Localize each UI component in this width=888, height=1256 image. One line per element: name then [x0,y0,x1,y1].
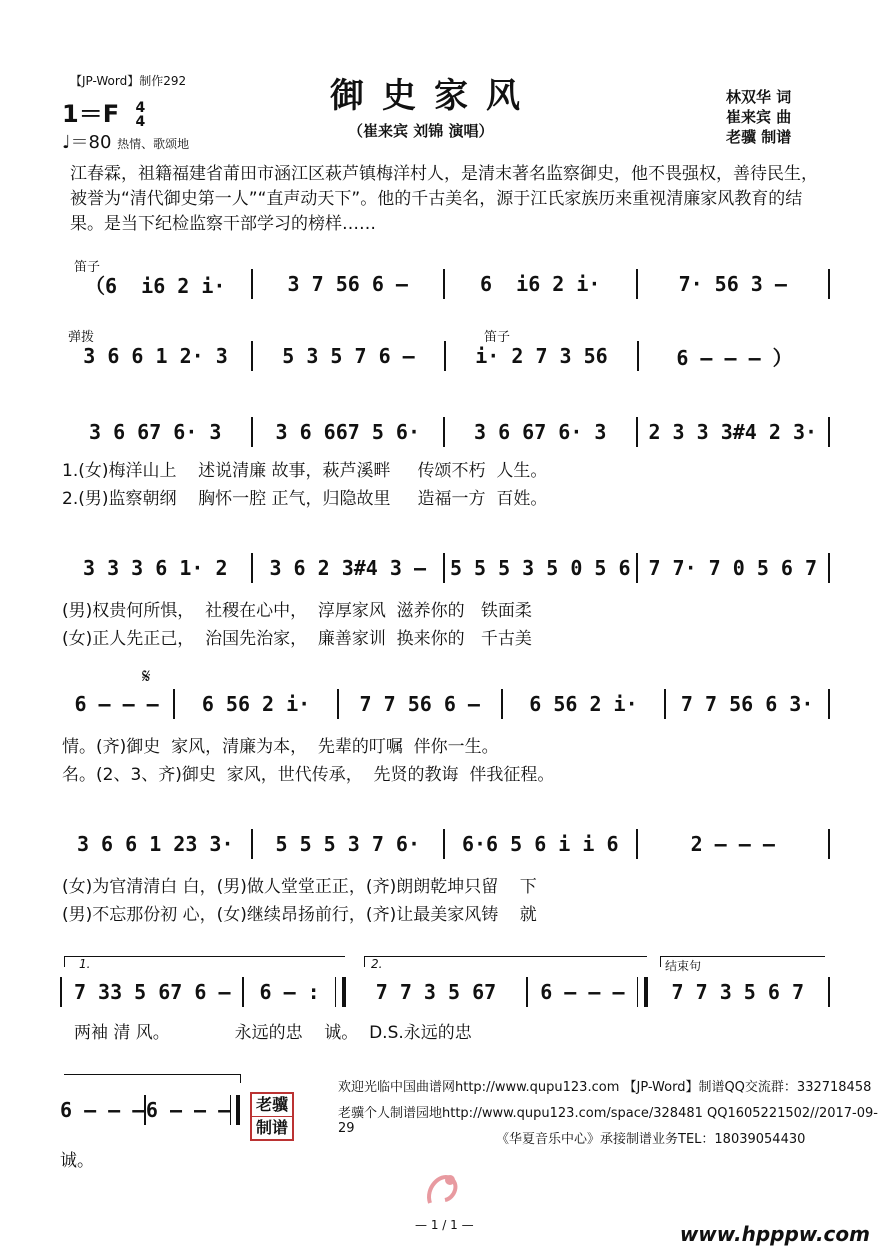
measure: 3 6 67 6· 3 [89,420,222,444]
score-line-4 [60,550,830,650]
lyricist: 林双华 词 [726,88,792,106]
measure: 2 3 3 3#4 2 3· [648,420,818,444]
flute2-label: 笛子 [484,330,511,345]
measure: 3 3 3 6 1· 2 [83,556,228,580]
site-logo-icon [420,1168,470,1208]
lyric-verse-2: (女)正人先正己， 治国先治家， 廉善家训 换来你的 千古美 [62,629,532,649]
key-signature [62,94,145,129]
lyric-verse-1: 1.(女)梅洋山上 述说清廉 故事，萩芦溪畔 传颂不朽 人生。 [62,461,548,481]
measure: 6 56 2 i· [201,692,311,716]
intro-text: 江春霖，祖籍福建省莆田市涵江区萩芦镇梅洋村人，是清末著名监察御史，他不畏强权，善待民生，被誉为“清代御史第一人”“直声动天下”。他的千古美名，源于江氏家族历来重视清廉家风教育的结果。是当下纪检监察干部学习的榜样…… [70,164,818,234]
footer-line-1: 欢迎光临中国曲谱网http://www.qupu123.com 【JP-Word】制谱QQ交流群：332718458 [338,1080,872,1095]
measure: 3 7 56 6 – [287,272,408,296]
watermark: www.hpppw.com [679,1222,870,1246]
score-line-8 [60,1092,240,1171]
measure: 3 6 6 1 2· 3 [83,344,228,368]
lyric-verse-1: 两袖 清 风。 永远的忠 诚。 D.S.永远的忠 [74,1023,472,1043]
score-line-1 [60,266,830,306]
score-line-3 [60,414,830,514]
measure: 6 56 2 i· [529,692,638,716]
measure: 6·6 5 6 i i 6 [461,832,619,856]
measure: 7 33 5 67 6 – [73,980,231,1004]
measure: 6 – – – [60,1098,145,1122]
measure: 2 – – – [690,832,775,856]
measure: 6 – – – ） [676,345,793,370]
measure: 5 5 5 3 5 0 5 6 [449,556,631,580]
score-line-5 [60,686,830,786]
lyric-verse-1: (女)为官清清白 白，(男)做人堂堂正正，(齐)朗朗乾坤只留 下 [62,877,537,897]
measure: 6 i6 2 i· [480,272,601,296]
measure: 3 6 67 6· 3 [474,420,607,444]
lyric-verse-2: 名。(2、3、齐)御史 家风，世代传承， 先贤的教诲 伴我征程。 [62,765,555,785]
lyric-verse-1: 情。(齐)御史 家风，清廉为本， 先辈的叮嘱 伴你一生。 [62,737,499,757]
footer-line-2: 老骥个人制谱园地http://www.qupu123.com/space/328481 QQ1605221502//2017-09-29 [338,1106,878,1136]
pluck-label: 弹拨 [68,330,95,345]
measure: 5 3 5 7 6 – [282,344,415,368]
arranger-stamp: 老骥 制谱 [250,1092,294,1141]
measure: 5 5 5 3 7 6· [275,832,420,856]
tempo: ♩＝80 热情、歌颂地 [62,132,190,153]
maker-label: 【JP-Word】制作292 [70,74,187,88]
score-line-2 [60,338,830,378]
measure: 3 6 667 5 6· [275,420,420,444]
flute-label: 笛子 [74,260,101,275]
lyric-verse-2: (男)不忘那份初 心，(女)继续昂扬前行，(齐)让最美家风铸 就 [62,905,537,925]
measure: 7· 56 3 – [678,272,787,296]
lyric-verse-1: (男)权贵何所惧， 社稷在心中， 淳厚家风 滋养你的 铁面柔 [62,601,532,621]
tie-bracket [64,1074,241,1083]
song-title: 御史家风 [330,76,538,116]
lyric-verse-2: 2.(男)监察朝纲 胸怀一腔 正气，归隐故里 造福一方 百姓。 [62,489,548,509]
volta-1-bracket: 1. [64,956,345,967]
key: 1＝F [62,100,120,128]
measure: 3 6 2 3#4 3 – [269,556,427,580]
singers: （崔来宾 刘锦 演唱） [348,122,494,140]
volta-2-bracket: 2. [364,956,647,967]
measure: 7 7 56 6 – [359,692,480,716]
measure: 6 – – – [145,1098,231,1122]
measure: 7 7 56 6 3· [680,692,814,716]
measure: i· 2 7 3 56 [475,344,608,368]
measure: 7 7 3 5 6 7 [671,980,804,1004]
measure: 6 – – – [74,692,159,716]
lyric-verse-1: 诚。 [60,1151,94,1171]
measure: 7 7 3 5 67 [375,980,497,1004]
page-number: — 1 / 1 — [415,1218,474,1232]
time-signature: 4 4 [135,100,146,130]
score-line-6 [60,826,830,926]
measure: 3 6 6 1 23 3· [76,832,234,856]
score-line-7 [60,974,830,1044]
ending-bracket: 结束句 [660,956,825,967]
measure: 6 – – – [540,980,625,1004]
footer-line-3: 《华夏音乐中心》承接制谱业务TEL：18039054430 [496,1132,806,1147]
segno-icon: 𝄋 [142,664,151,688]
composer: 崔来宾 曲 [726,108,792,126]
measure: 6 – : [259,980,320,1004]
measure: （6 i6 2 i· [85,273,226,298]
arranger: 老骥 制谱 [726,128,792,146]
measure: 7 7· 7 0 5 6 7 [648,556,818,580]
